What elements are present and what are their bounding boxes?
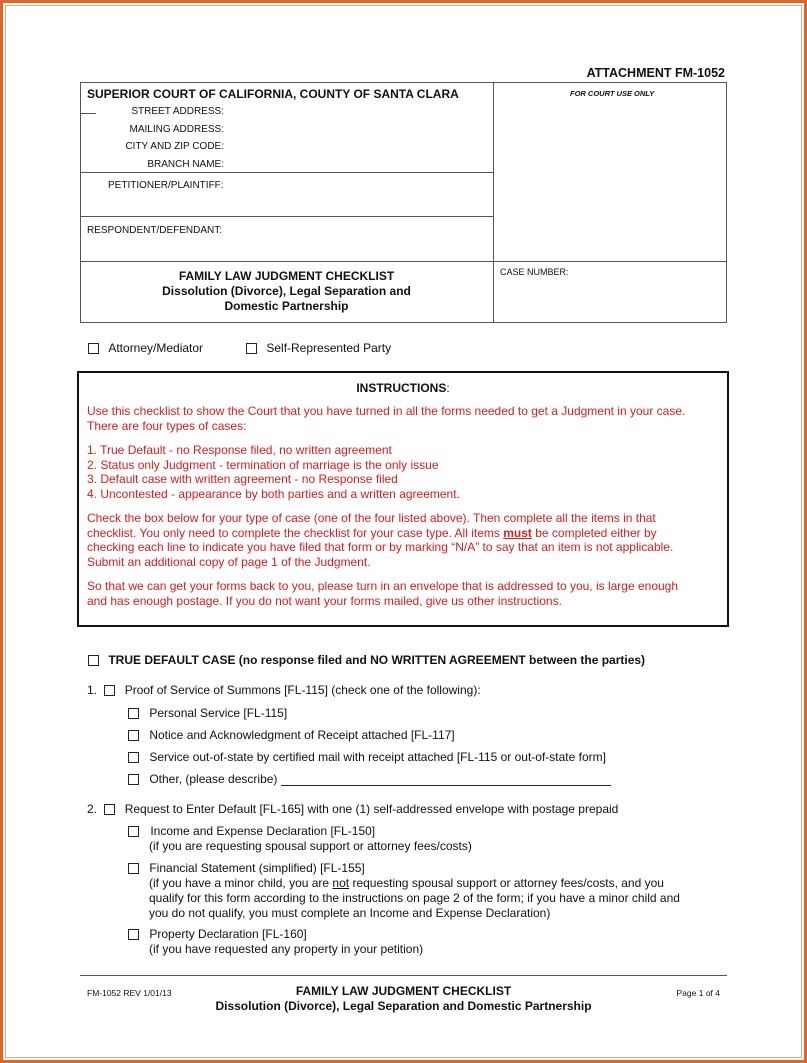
out-of-state-label: Service out-of-state by certified mail with receipt attached [FL-115 or out-of-state form] bbox=[149, 750, 606, 764]
form-title-line-3: Domestic Partnership bbox=[224, 299, 349, 313]
p2-line2-b: be completed either by bbox=[531, 525, 657, 540]
out-of-state-checkbox[interactable] bbox=[128, 752, 139, 763]
instructions-p3-line2: and has enough postage. If you do not want your forms mailed, give us other instructions. bbox=[87, 593, 562, 608]
divider-respondent bbox=[80, 216, 493, 217]
item-1b[interactable] bbox=[128, 728, 455, 742]
footer-page: Page 1 of 4 bbox=[676, 988, 720, 998]
footer-title-block bbox=[80, 984, 727, 1014]
instructions-heading-colon: : bbox=[446, 381, 450, 395]
self-represented-label: Self-Represented Party bbox=[266, 341, 392, 355]
attachment-title: ATTACHMENT FM-1052 bbox=[586, 66, 725, 80]
instructions-p2-line2 bbox=[87, 526, 723, 541]
footer-title: FAMILY LAW JUDGMENT CHECKLIST bbox=[295, 984, 512, 998]
item-2[interactable] bbox=[87, 802, 618, 816]
item-1-number: 1. bbox=[87, 683, 98, 697]
city-zip-label: CITY AND ZIP CODE: bbox=[125, 141, 224, 152]
form-title-line-1: FAMILY LAW JUDGMENT CHECKLIST bbox=[178, 269, 395, 283]
instructions-p1-line2: There are four types of cases: bbox=[87, 418, 247, 433]
financial-note-line3: you do not qualify, you must complete an Income and Expense Declaration) bbox=[149, 906, 551, 920]
respondent-label: RESPONDENT/DEFENDANT: bbox=[87, 225, 223, 236]
item-1d[interactable] bbox=[128, 772, 611, 786]
caption-divider bbox=[493, 82, 494, 323]
branch-name-label: BRANCH NAME: bbox=[147, 158, 224, 170]
other-checkbox[interactable] bbox=[128, 774, 139, 785]
footer-subtitle: Dissolution (Divorce), Legal Separation and Domestic Partnership bbox=[215, 999, 592, 1013]
instructions-p2-line3: checking each line to indicate you have filed that form or by marking “N/A” to say that an item is not applicable. bbox=[87, 540, 674, 554]
personal-service-checkbox[interactable] bbox=[128, 708, 139, 719]
item-2b[interactable] bbox=[128, 861, 365, 875]
instructions-body bbox=[87, 404, 723, 608]
p2-line2-a: checklist. You only need to complete the checklist for your case type. All items bbox=[87, 525, 504, 540]
option-self-represented[interactable] bbox=[246, 341, 391, 355]
property-declaration-note: (if you have requested any property in your petition) bbox=[149, 942, 424, 956]
income-expense-checkbox[interactable] bbox=[128, 826, 139, 837]
divider-title bbox=[80, 261, 727, 262]
attorney-checkbox[interactable] bbox=[88, 343, 99, 354]
case-number-label: CASE NUMBER: bbox=[500, 267, 569, 277]
attorney-label: Attorney/Mediator bbox=[108, 341, 204, 355]
item-1c[interactable] bbox=[128, 750, 606, 764]
notice-ack-checkbox[interactable] bbox=[128, 730, 139, 741]
item-1-label: Proof of Service of Summons [FL-115] (check one of the following): bbox=[124, 683, 481, 697]
mailing-address-label: MAILING ADDRESS: bbox=[129, 123, 224, 135]
true-default-label: TRUE DEFAULT CASE (no response filed and NO WRITTEN AGREEMENT between the parties) bbox=[108, 653, 646, 667]
address-labels bbox=[80, 103, 224, 173]
item-2-label: Request to Enter Default [FL-165] with one (1) self-addressed envelope with postage prepaid bbox=[124, 802, 619, 816]
income-expense-note: (if you are requesting spousal support or attorney fees/costs) bbox=[149, 839, 472, 853]
court-name: SUPERIOR COURT OF CALIFORNIA, COUNTY OF SANTA CLARA bbox=[87, 87, 459, 101]
footer-rule bbox=[80, 975, 727, 976]
financial-note-line1 bbox=[149, 876, 721, 891]
item-2a[interactable] bbox=[128, 824, 375, 839]
property-declaration-checkbox[interactable] bbox=[128, 929, 139, 940]
case-type-1: 1. True Default - no Response filed, no written agreement bbox=[87, 443, 392, 457]
form-title bbox=[80, 269, 493, 314]
petitioner-label: PETITIONER/PLAINTIFF: bbox=[108, 180, 224, 191]
financial-statement-note bbox=[149, 876, 721, 921]
financial-note-a: (if you have a minor child, you are bbox=[149, 876, 333, 890]
item-1-checkbox[interactable] bbox=[104, 685, 115, 696]
property-declaration-label: Property Declaration [FL-160] bbox=[149, 927, 307, 941]
self-represented-checkbox[interactable] bbox=[246, 343, 257, 354]
financial-statement-checkbox[interactable] bbox=[128, 863, 139, 874]
item-2-number: 2. bbox=[87, 802, 98, 816]
court-use-label: FOR COURT USE ONLY bbox=[570, 89, 655, 98]
footer-form-id: FM-1052 REV 1/01/13 bbox=[87, 988, 172, 998]
financial-note-not: not bbox=[332, 876, 350, 890]
item-1a[interactable] bbox=[128, 706, 287, 720]
financial-note-line2: qualify for this form according to the instructions on page 2 of the form; if you have a minor child and bbox=[149, 891, 680, 905]
true-default-option[interactable] bbox=[88, 653, 645, 667]
item-1[interactable] bbox=[87, 683, 481, 697]
p2-must: must bbox=[503, 525, 532, 540]
instructions-heading bbox=[77, 381, 729, 395]
street-address-label: STREET ADDRESS: bbox=[131, 106, 224, 117]
instructions-heading-text: INSTRUCTIONS bbox=[356, 381, 447, 395]
notice-ack-label: Notice and Acknowledgment of Receipt attached [FL-117] bbox=[149, 728, 455, 742]
instructions-p1-line1: Use this checklist to show the Court that you have turned in all the forms needed to get a Judgment in your case. bbox=[87, 404, 686, 418]
case-type-4: 4. Uncontested - appearance by both parties and a written agreement. bbox=[87, 486, 460, 501]
case-type-2: 2. Status only Judgment - termination of marriage is the only issue bbox=[87, 457, 439, 472]
item-2-checkbox[interactable] bbox=[104, 804, 115, 815]
instructions-p2-line1: Check the box below for your type of case (one of the four listed above). Then complete all the items in that bbox=[87, 511, 656, 525]
case-type-3: 3. Default case with written agreement - no Response filed bbox=[87, 472, 398, 486]
true-default-checkbox[interactable] bbox=[88, 655, 99, 666]
personal-service-label: Personal Service [FL-115] bbox=[149, 706, 288, 720]
financial-statement-label: Financial Statement (simplified) [FL-155] bbox=[149, 861, 365, 875]
instructions-p3-line1: So that we can get your forms back to you, please turn in an envelope that is addressed to you, is large enough bbox=[87, 579, 679, 593]
financial-note-b: requesting spousal support or attorney fees/costs, and you bbox=[349, 876, 664, 890]
other-describe-field[interactable] bbox=[281, 773, 611, 786]
form-title-line-2: Dissolution (Divorce), Legal Separation and bbox=[162, 284, 411, 298]
item-2c[interactable] bbox=[128, 927, 307, 941]
instructions-p2-line4: Submit an additional copy of page 1 of the Judgment. bbox=[87, 554, 371, 569]
income-expense-label: Income and Expense Declaration [FL-150] bbox=[150, 824, 376, 838]
option-attorney[interactable] bbox=[88, 341, 203, 355]
other-label: Other, (please describe) bbox=[149, 772, 278, 786]
